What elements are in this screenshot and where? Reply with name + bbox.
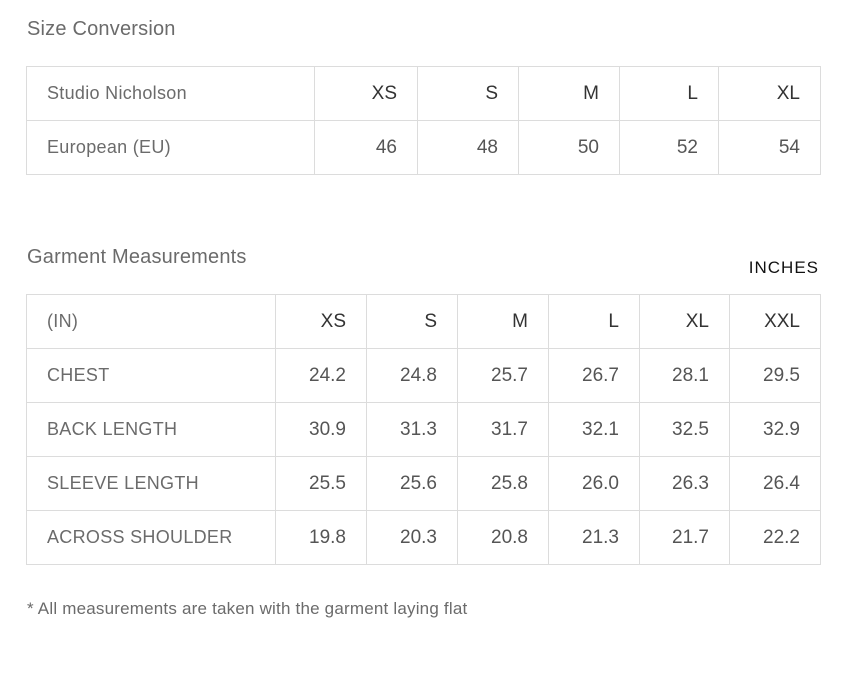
row-label: European (EU) [27,121,315,175]
table-row [27,457,821,511]
measurement-footnote: * All measurements are taken with the garment laying flat [27,599,468,618]
table-cell: 54 [719,121,821,175]
row-label: CHEST [27,349,276,403]
table-cell: 26.0 [549,457,640,511]
table-cell: 30.9 [276,403,367,457]
unit-header-label: (IN) [27,295,276,349]
row-label: BACK LENGTH [27,403,276,457]
size-header-cell: XXL [730,295,821,349]
size-conversion-title: Size Conversion [27,18,176,40]
size-header-cell: XS [276,295,367,349]
table-cell: 26.7 [549,349,640,403]
size-header-cell: L [620,67,719,121]
size-header-cell: XL [640,295,730,349]
table-cell: 46 [315,121,418,175]
table-cell: 24.2 [276,349,367,403]
size-header-cell: S [367,295,458,349]
table-cell: 21.3 [549,511,640,565]
size-header-cell: M [519,67,620,121]
table-cell: 19.8 [276,511,367,565]
table-cell: 50 [519,121,620,175]
table-cell: 21.7 [640,511,730,565]
table-cell: 32.5 [640,403,730,457]
size-header-cell: S [418,67,519,121]
row-label: SLEEVE LENGTH [27,457,276,511]
table-cell: 24.8 [367,349,458,403]
size-conversion-table [26,66,821,175]
size-header-cell: XL [719,67,821,121]
table-cell: 29.5 [730,349,821,403]
table-cell: 32.1 [549,403,640,457]
table-row [27,349,821,403]
table-row [27,121,821,175]
garment-measurements-title: Garment Measurements [27,246,247,268]
table-cell: 31.7 [458,403,549,457]
table-cell: 20.3 [367,511,458,565]
table-cell: 20.8 [458,511,549,565]
table-row [27,511,821,565]
table-cell: 22.2 [730,511,821,565]
table-cell: 25.5 [276,457,367,511]
table-cell: 25.8 [458,457,549,511]
table-cell: 25.6 [367,457,458,511]
garment-measurements-table [26,294,821,565]
size-header-cell: XS [315,67,418,121]
size-header-cell: L [549,295,640,349]
table-cell: 52 [620,121,719,175]
table-cell: 28.1 [640,349,730,403]
table-cell: 32.9 [730,403,821,457]
table-header-row [27,295,821,349]
table-cell: 25.7 [458,349,549,403]
size-header-cell: M [458,295,549,349]
row-label: Studio Nicholson [27,67,315,121]
table-cell: 48 [418,121,519,175]
row-label: ACROSS SHOULDER [27,511,276,565]
table-row [27,403,821,457]
table-cell: 26.3 [640,457,730,511]
unit-toggle-button[interactable]: INCHES [748,258,819,277]
table-cell: 26.4 [730,457,821,511]
table-cell: 31.3 [367,403,458,457]
table-row [27,67,821,121]
